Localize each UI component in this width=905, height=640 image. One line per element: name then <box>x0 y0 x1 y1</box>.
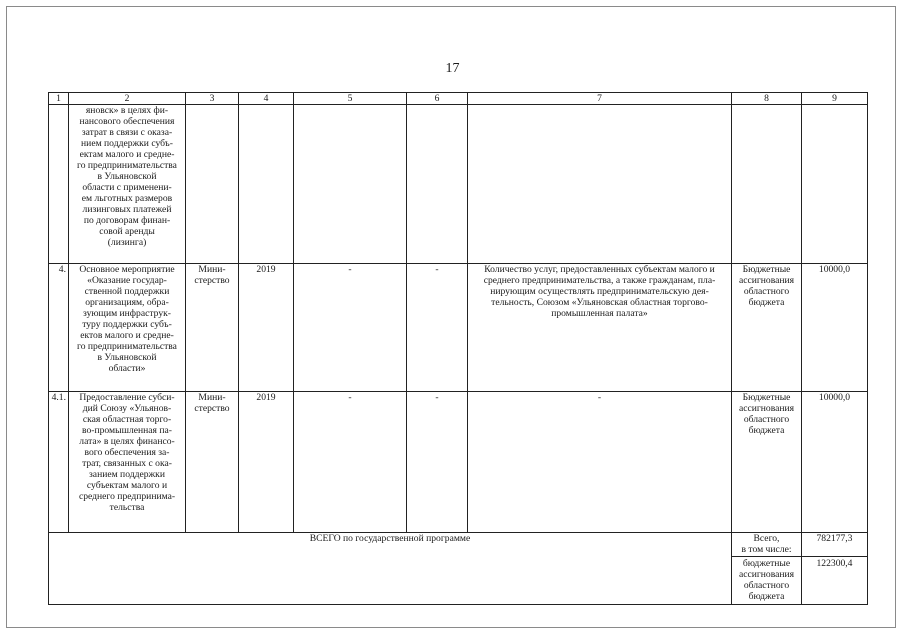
year: 2019 <box>239 264 294 392</box>
col-header-7: 7 <box>468 93 732 105</box>
measure-name: Предоставление субси- дий Союзу «Ульянов- ская областная торго- во-промышленная па- лата» в целях финансо- вого обеспечения за- трат, связанных с ока- занием поддержки субъектам малого и среднего предпринима- тельства <box>69 392 186 533</box>
col6-value <box>407 105 468 264</box>
col-header-2: 2 <box>69 93 186 105</box>
col6-value: - <box>407 264 468 392</box>
year <box>239 105 294 264</box>
col-header-1: 1 <box>49 93 69 105</box>
indicator-text: Количество услуг, предоставленных субъектам малого и среднего предпринимательства, а также гражданам, пла- нирующим осуществлять предпринимательскую дея- тельность, Союзом «Ульяновская областная торгово- промышленная палата» <box>468 264 732 392</box>
total-label: ВСЕГО по государственной программе <box>49 533 732 605</box>
executor: Мини- стерство <box>186 264 239 392</box>
funding-source: Бюджетные ассигнования областного бюджета <box>732 264 802 392</box>
program-table <box>48 92 868 605</box>
col-header-9: 9 <box>802 93 868 105</box>
col-header-4: 4 <box>239 93 294 105</box>
table-row <box>49 105 868 264</box>
total-funding-cell <box>732 533 802 605</box>
funding-source: Бюджетные ассигнования областного бюджета <box>732 392 802 533</box>
total-row <box>49 533 868 605</box>
col-header-3: 3 <box>186 93 239 105</box>
executor <box>186 105 239 264</box>
col-header-6: 6 <box>407 93 468 105</box>
indicator-text <box>468 105 732 264</box>
total-regional-budget-label: бюджетные ассигнования областного бюджета <box>738 558 795 602</box>
table-row <box>49 392 868 533</box>
amount: 10000,0 <box>802 392 868 533</box>
row-number: 4. <box>49 264 69 392</box>
column-number-row <box>49 93 868 105</box>
col5-value <box>294 105 407 264</box>
amount <box>802 105 868 264</box>
funding-source <box>732 105 802 264</box>
page-number: 17 <box>445 61 460 76</box>
indicator-text: - <box>468 392 732 533</box>
executor: Мини- стерство <box>186 392 239 533</box>
table-row <box>49 264 868 392</box>
col-header-5: 5 <box>294 93 407 105</box>
total-amount-cell <box>802 533 868 605</box>
measure-name: яновск» в целях фи- нансового обеспечения затрат в связи с оказа- нием поддержки субъ- ектам малого и средне- го предпринимательства в Ульяновской области с применени- ем льготных размеров лизинговых платежей по договорам финан- совой аренды (лизинга) <box>69 105 186 264</box>
total-all-value: 782177,3 <box>816 533 853 544</box>
year: 2019 <box>239 392 294 533</box>
col5-value: - <box>294 264 407 392</box>
row-number: 4.1. <box>49 392 69 533</box>
total-regional-budget-value: 122300,4 <box>816 558 853 569</box>
measure-name: Основное мероприятие «Оказание государ- ственной поддержки организациям, обра- зующим инфраструк- туру поддержки субъ- ектов малого и средне- го предпринимательства в Ульяновской области» <box>69 264 186 392</box>
amount: 10000,0 <box>802 264 868 392</box>
row-number <box>49 105 69 264</box>
total-all-label: Всего, в том числе: <box>741 533 792 555</box>
col-header-8: 8 <box>732 93 802 105</box>
col6-value: - <box>407 392 468 533</box>
col5-value: - <box>294 392 407 533</box>
